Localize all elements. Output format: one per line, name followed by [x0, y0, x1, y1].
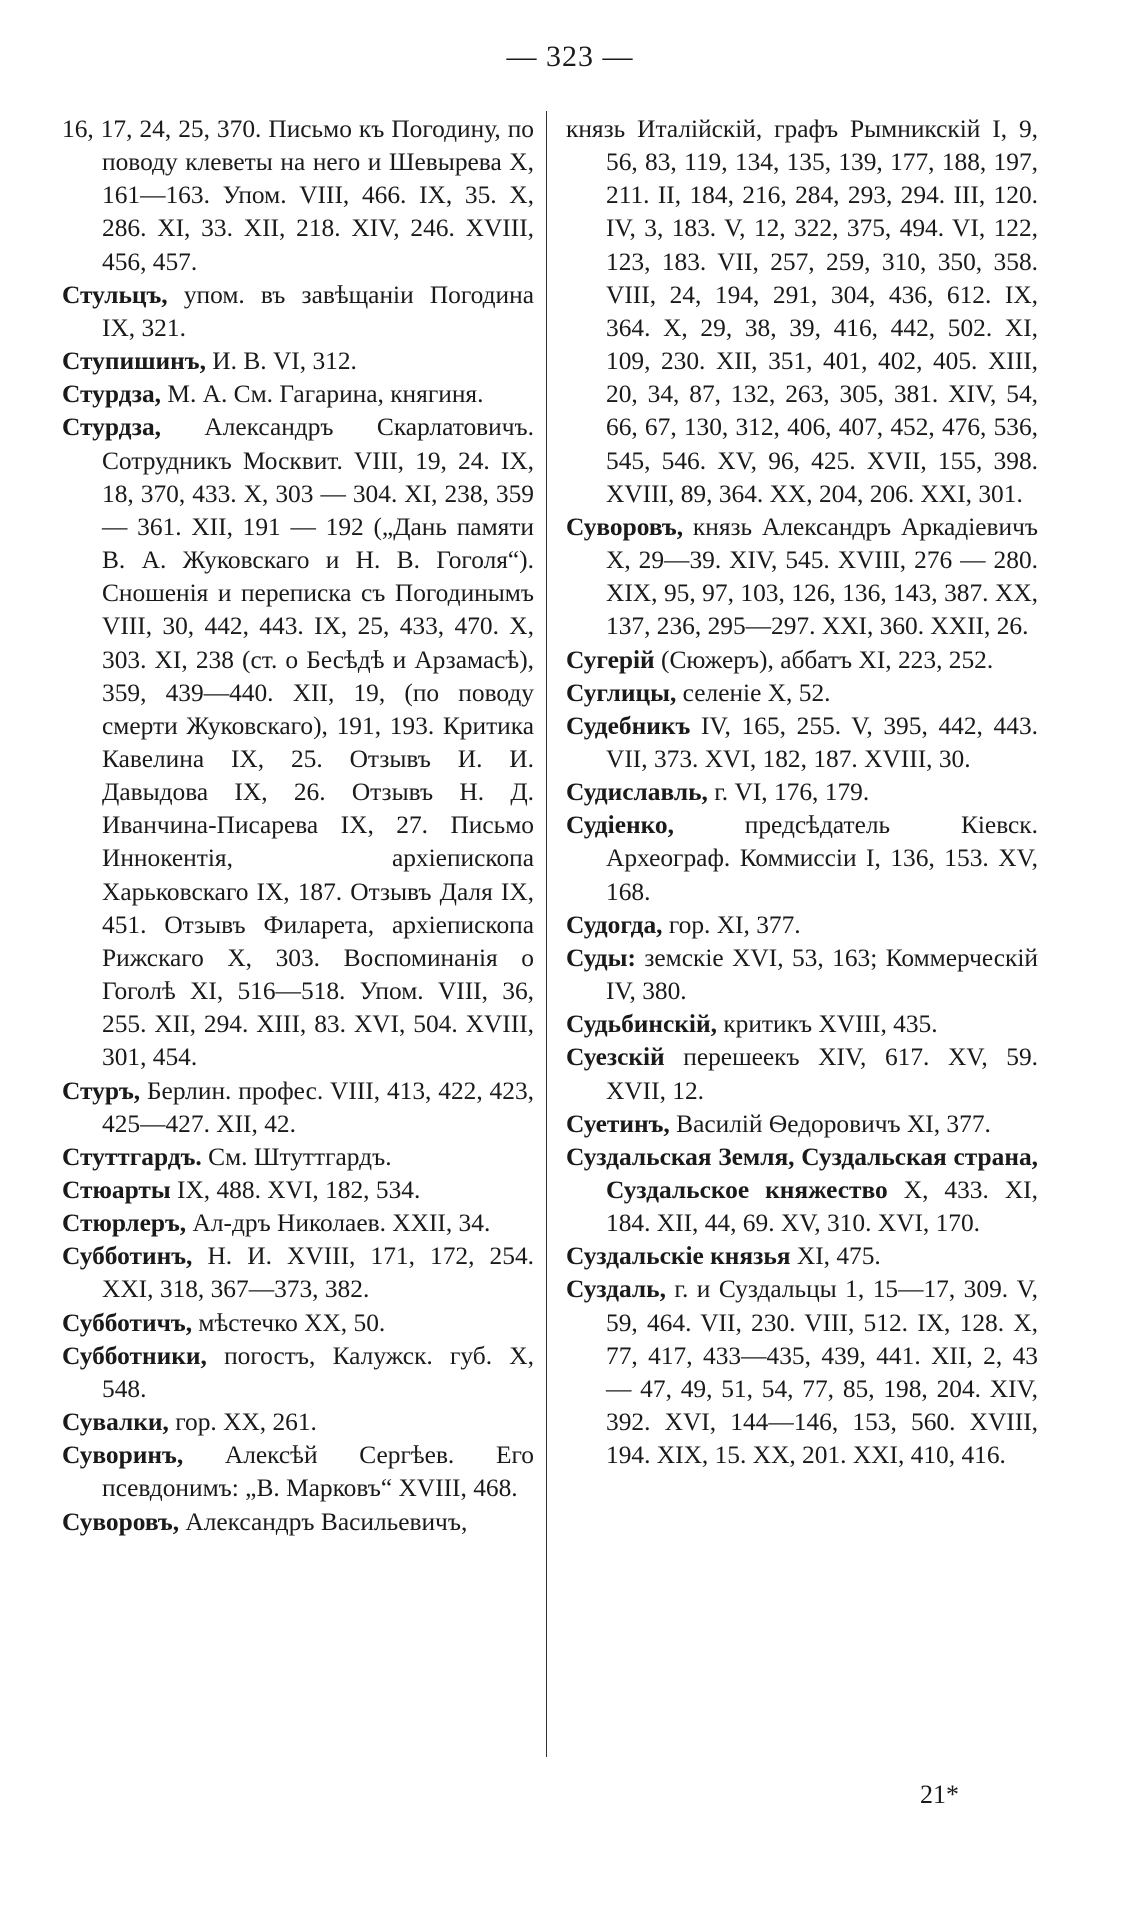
entry-head: Суворинъ, [62, 1441, 184, 1470]
entry-text: X, 433. XI, 184. XII, 44, 69. XV, 310. XVI, 170. [606, 1176, 1038, 1238]
index-entry [62, 411, 534, 1074]
entry-head: Субботинъ, [62, 1242, 193, 1271]
index-entry [566, 942, 1038, 1008]
entry-text: Александръ Скарлатовичъ. Сотрудникъ Москвит. VIII, 19, 24. IX, 18, 370, 433. X, 303 — 304. XI, 238, 359 — 361. XII, 191 — 192 („Дань памяти В. А. Жуковскаго и Н. В. Гоголя“). Сношенія и переписка съ Погодинымъ VIII, 30, 442, 443. IX, 25, 433, 470. X, 303. XI, 238 (ст. о Бесѣдѣ и Арзамасѣ), 359, 439—440. XII, 19, (по поводу смерти Жуковскаго), 191, 193. Критика Кавелина IX, 25. Отзывъ И. И. Давыдова IX, 26. Отзывъ Н. Д. Иванчина-Писарева IX, 27. Письмо Иннокентія, архіепископа Харьковскаго IX, 187. Отзывъ Даля IX, 451. Отзывъ Филарета, архіепископа Рижскаго X, 303. Воспоминанія о Гоголѣ XI, 516—518. Упом. VIII, 36, 255. XII, 294. XIII, 83. XVI, 504. XVIII, 301, 454. [102, 413, 534, 1072]
entry-head: Судиславль, [566, 778, 708, 807]
index-entry [566, 677, 1038, 710]
entry-head: Суздальская Земля, Суздальская страна, Суздальское княжество [566, 1142, 1038, 1204]
entry-head: Судебникъ [566, 711, 691, 740]
index-entry [62, 1439, 534, 1505]
index-entry [62, 1506, 534, 1539]
entry-text: См. Штуттгардъ. [201, 1142, 392, 1171]
entry-text: погостъ, Калужск. губ. X, 548. [102, 1341, 534, 1403]
entry-text: селеніе X, 52. [676, 678, 831, 707]
index-entry [566, 1141, 1038, 1240]
signature-mark: 21* [920, 1780, 959, 1809]
entry-head: Стюарты [62, 1176, 171, 1204]
entry-text: предсѣдатель Кіевск. Археограф. Коммиссіи I, 136, 153. XV, 168. [606, 811, 1038, 906]
entry-head: Суды: [566, 943, 636, 972]
entry-text: М. А. См. Гагарина, княгиня. [161, 380, 484, 409]
entry-text: перешеекъ XIV, 617. XV, 59. XVII, 12. [606, 1043, 1038, 1105]
entry-text: мѣстечко XX, 50. [192, 1308, 386, 1337]
index-entry [62, 279, 534, 345]
index-entry [566, 644, 1038, 677]
entry-head: Суворовъ, [62, 1507, 180, 1536]
index-entry [62, 1141, 534, 1174]
entry-head: Судіенко, [566, 811, 674, 840]
entry-head: Судогда, [566, 910, 663, 939]
index-entry [566, 1240, 1038, 1273]
entry-text: князь Александръ Аркадіевичъ X, 29—39. XIV, 545. XVIII, 276 — 280. XIX, 95, 97, 103, 126, 136, 143, 387. XX, 137, 236, 295—297. XXI, 360. XXII, 26. [606, 512, 1038, 641]
entry-head: Суглицы, [566, 678, 677, 707]
index-entry [566, 113, 1038, 511]
entry-head: Суетинъ, [566, 1109, 670, 1138]
entry-text: упом. въ завѣщаніи Погодина IX, 321. [102, 280, 534, 342]
index-entry [566, 1041, 1038, 1107]
index-entry [62, 345, 534, 378]
entry-text: гор. XI, 377. [662, 910, 801, 939]
entry-head: Стуръ, [62, 1076, 141, 1105]
entry-text: Василій Ѳедоровичъ XI, 377. [669, 1109, 991, 1138]
page-number: — 323 — [506, 40, 634, 73]
entry-head: Субботичъ, [62, 1308, 193, 1337]
entry-text: гор. XX, 261. [168, 1408, 317, 1437]
index-entry [566, 511, 1038, 644]
index-entry [62, 1075, 534, 1141]
index-entry [566, 909, 1038, 942]
entry-head: Судьбинскій, [566, 1010, 717, 1039]
entry-head: Ступишинъ, [62, 347, 206, 376]
entry-text: XI, 475. [790, 1242, 881, 1271]
index-entry [62, 1174, 534, 1207]
entry-text: И. В. VI, 312. [205, 347, 357, 376]
entry-text: г. VI, 176, 179. [707, 778, 870, 807]
entry-text: Алексѣй Сергѣев. Его псевдонимъ: „В. Марковъ“ XVIII, 468. [102, 1441, 534, 1503]
entry-head: Стурдза, [62, 413, 162, 442]
index-entry [566, 1273, 1038, 1472]
column-divider [546, 111, 547, 1757]
entry-text: Н. И. XVIII, 171, 172, 254. XXI, 318, 367—373, 382. [102, 1242, 534, 1304]
entry-text: г. и Суздальцы 1, 15—17, 309. V, 59, 464. VII, 230. VIII, 512. IX, 128. X, 77, 417, 433—435, 439, 441. XII, 2, 43 — 47, 49, 51, 54, 77, 85, 198, 204. XIV, 392. XVI, 144—146, 153, 560. XVIII, 194. XIX, 15. XX, 201. XXI, 410, 416. [606, 1275, 1038, 1470]
index-entry [62, 1340, 534, 1406]
entry-head: Суздальскіе князья [566, 1242, 791, 1271]
entry-text: князь Италійскій, графъ Рымникскій I, 9, 56, 83, 119, 134, 135, 139, 177, 188, 197, 211. II, 184, 216, 284, 293, 294. III, 120. IV, 3, 183. V, 12, 322, 375, 494. VI, 122, 123, 183. VII, 257, 259, 310, 350, 358. VIII, 24, 194, 291, 304, 436, 612. IX, 364. X, 29, 38, 39, 416, 442, 502. XI, 109, 230. XII, 351, 401, 402, 405. XIII, 20, 34, 87, 132, 263, 305, 381. XIV, 54, 66, 67, 130, 312, 406, 407, 452, 476, 536, 545, 546. XV, 96, 425. XVII, 155, 398. XVIII, 89, 364. XX, 204, 206. XXI, 301. [566, 115, 1038, 508]
entry-head: Стюрлеръ, [62, 1209, 187, 1238]
index-entry [566, 1108, 1038, 1141]
entry-head: Стульцъ, [62, 280, 168, 309]
entry-head: Суворовъ, [566, 512, 684, 541]
entry-text: Ал-дръ Николаев. XXII, 34. [186, 1209, 491, 1238]
entry-head: Суезскій [566, 1043, 665, 1072]
index-entry [62, 1307, 534, 1340]
index-entry [566, 809, 1038, 908]
index-entry [566, 710, 1038, 776]
index-entry [566, 1008, 1038, 1041]
entry-text: 16, 17, 24, 25, 370. Письмо къ Погодину, по поводу клеветы на него и Шевырева X, 161—163. Упом. VIII, 466. IX, 35. X, 286. XI, 33. XII, 218. XIV, 246. XVIII, 456, 457. [62, 115, 534, 276]
entry-text: Александръ Васильевичъ, [179, 1507, 468, 1536]
entry-head: Стуттгардъ. [62, 1142, 202, 1171]
index-entry [62, 1406, 534, 1439]
left-column [62, 113, 534, 1539]
index-entry [566, 776, 1038, 809]
index-entry [62, 378, 534, 411]
entry-text: IX, 488. XVI, 182, 534. [170, 1176, 421, 1204]
entry-head: Сугерій [566, 645, 655, 674]
index-entry [62, 1240, 534, 1306]
right-column [566, 113, 1038, 1472]
entry-text: (Сюжеръ), аббатъ XI, 223, 252. [654, 645, 994, 674]
entry-head: Сувалки, [62, 1408, 169, 1437]
index-entry [62, 113, 534, 279]
entry-text: Берлин. профес. VIII, 413, 422, 423, 425—427. XII, 42. [102, 1076, 534, 1138]
entry-text: критикъ XVIII, 435. [716, 1010, 938, 1039]
entry-head: Стурдза, [62, 380, 162, 409]
entry-text: IV, 165, 255. V, 395, 442, 443. VII, 373. XVI, 182, 187. XVIII, 30. [606, 711, 1038, 773]
index-entry [62, 1207, 534, 1240]
entry-text: земскіе XVI, 53, 163; Коммерческій IV, 380. [606, 943, 1038, 1006]
entry-head: Суздаль, [566, 1275, 666, 1304]
entry-head: Субботники, [62, 1341, 207, 1370]
